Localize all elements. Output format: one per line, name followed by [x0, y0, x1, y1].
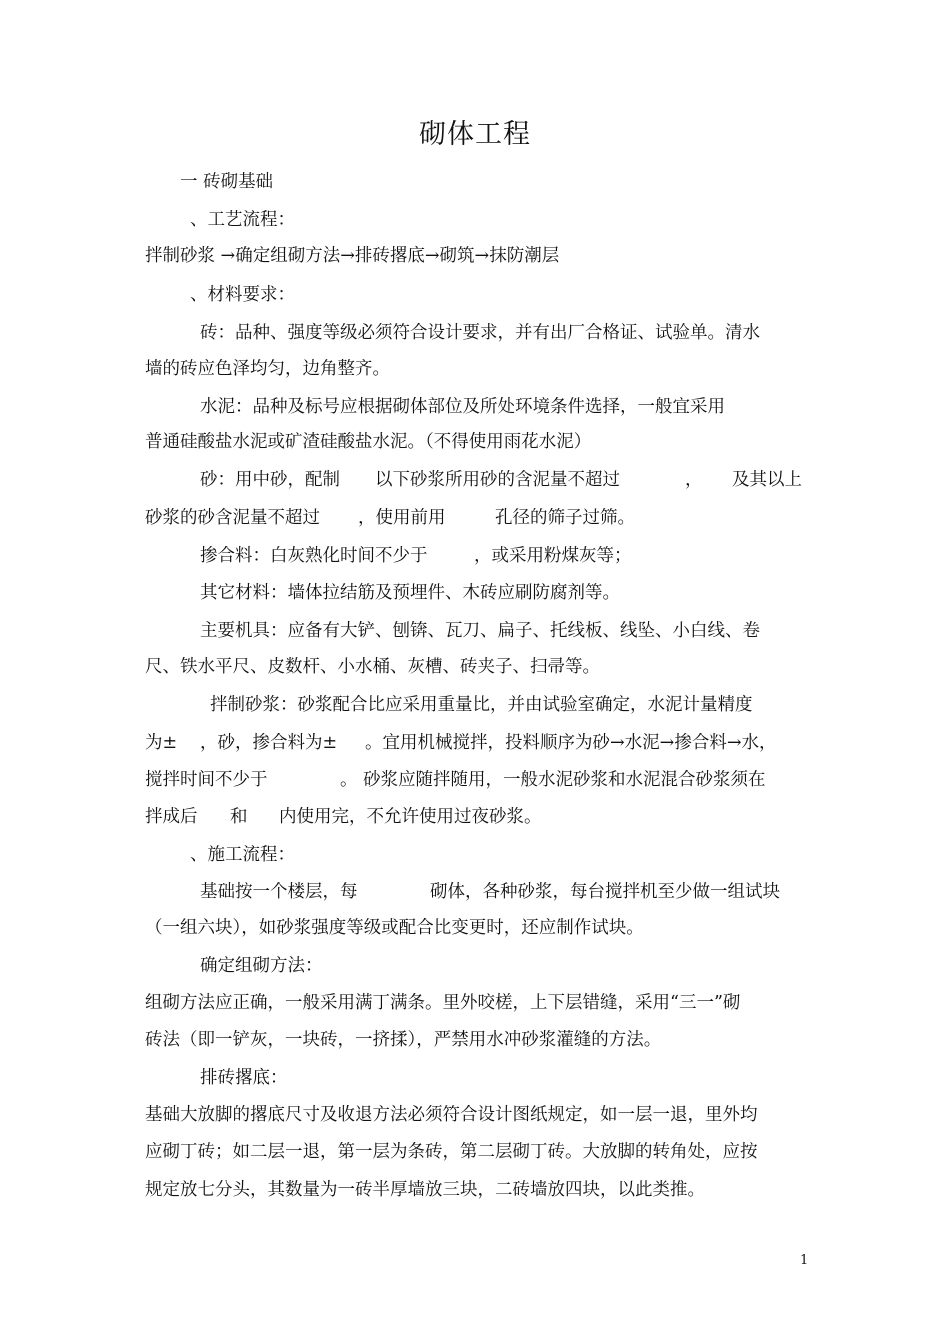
- sand-line-1-b: 以下砂浆所用砂的含泥量不超过: [375, 470, 620, 490]
- layout-line-2: 应砌丁砖；如二层一退，第一层为条砖，第二层砌丁砖。大放脚的转角处，应按: [145, 1142, 758, 1162]
- cement-line-2: 普通硅酸盐水泥或矿渣硅酸盐水泥。（不得使用雨花水泥）: [145, 432, 592, 452]
- section-heading: 一 砖砌基础: [180, 172, 274, 192]
- test-blocks-line-2: （一组六块），如砂浆强度等级或配合比变更时，还应制作试块。: [145, 918, 644, 938]
- mixing-line-4-b: 和: [230, 807, 248, 827]
- page-number: 1: [800, 1253, 809, 1268]
- mixing-line-4-a: 拌成后: [145, 807, 198, 827]
- process-heading: 、工艺流程：: [190, 210, 295, 230]
- admixture-a: 掺合料：白灰熟化时间不少于: [200, 546, 428, 566]
- other-materials: 其它材料：墙体拉结筋及预埋件、木砖应刷防腐剂等。: [200, 583, 620, 603]
- mixing-line-3-b: 。 砂浆应随拌随用，一般水泥砂浆和水泥混合砂浆须在: [340, 770, 766, 790]
- cement-line-1: 水泥：品种及标号应根据砌体部位及所处环境条件选择，一般宜采用: [200, 397, 725, 417]
- bond-heading: 确定组砌方法：: [200, 956, 323, 976]
- mixing-line-1: 拌制砂浆：砂浆配合比应采用重量比，并由试验室确定，水泥计量精度: [210, 695, 753, 715]
- document-title: 砌体工程: [419, 119, 531, 150]
- tools-line-2: 尺、铁水平尺、皮数杆、小水桶、灰槽、砖夹子、扫帚等。: [145, 657, 600, 677]
- tools-line-1: 主要机具：应备有大铲、刨锛、瓦刀、扁子、托线板、线坠、小白线、卷: [200, 621, 760, 641]
- bond-line-1: 组砌方法应正确，一般采用满丁满条。里外咬槎，上下层错缝，采用“三一”砌: [145, 993, 741, 1013]
- mixing-line-2-b: ，砂，掺合料为±: [200, 733, 338, 753]
- materials-heading: 、材料要求：: [190, 285, 295, 305]
- mixing-line-2-a: 为±: [145, 733, 178, 753]
- sand-line-1-a: 砂：用中砂，配制: [200, 470, 340, 490]
- brick-line-2: 墙的砖应色泽均匀，边角整齐。: [145, 359, 390, 379]
- test-blocks-line-1-a: 基础按一个楼层，每: [200, 882, 358, 902]
- sand-line-2-c: 孔径的筛子过筛。: [495, 508, 635, 528]
- bond-line-2: 砖法（即一铲灰，一块砖，一挤揉），严禁用水冲砂浆灌缝的方法。: [145, 1030, 662, 1050]
- mixing-line-3-a: 搅拌时间不少于: [145, 770, 268, 790]
- mixing-line-2-c: 。宜用机械搅拌，投料顺序为砂→水泥→掺合料→水，: [365, 733, 777, 753]
- admixture-b: ，或采用粉煤灰等；: [474, 546, 632, 566]
- sand-line-1-d: 及其以上: [732, 470, 802, 490]
- process-flow: 拌制砂浆 →确定组砌方法→排砖撂底→砌筑→抹防潮层: [145, 246, 560, 266]
- sand-line-2-a: 砂浆的砂含泥量不超过: [145, 508, 320, 528]
- construction-heading: 、施工流程：: [190, 845, 295, 865]
- mixing-line-4-c: 内使用完，不允许使用过夜砂浆。: [279, 807, 542, 827]
- layout-line-1: 基础大放脚的撂底尺寸及收退方法必须符合设计图纸规定，如一层一退，里外均: [145, 1105, 758, 1125]
- brick-line-1: 砖：品种、强度等级必须符合设计要求，并有出厂合格证、试验单。清水: [200, 323, 760, 343]
- sand-line-1-c: ，: [685, 470, 703, 490]
- test-blocks-line-1-b: 砌体，各种砂浆，每台搅拌机至少做一组试块: [430, 882, 780, 902]
- layout-heading: 排砖撂底：: [200, 1068, 288, 1088]
- layout-line-3: 规定放七分头，其数量为一砖半厚墙放三块，二砖墙放四块，以此类推。: [145, 1180, 705, 1200]
- sand-line-2-b: ，使用前用: [358, 508, 446, 528]
